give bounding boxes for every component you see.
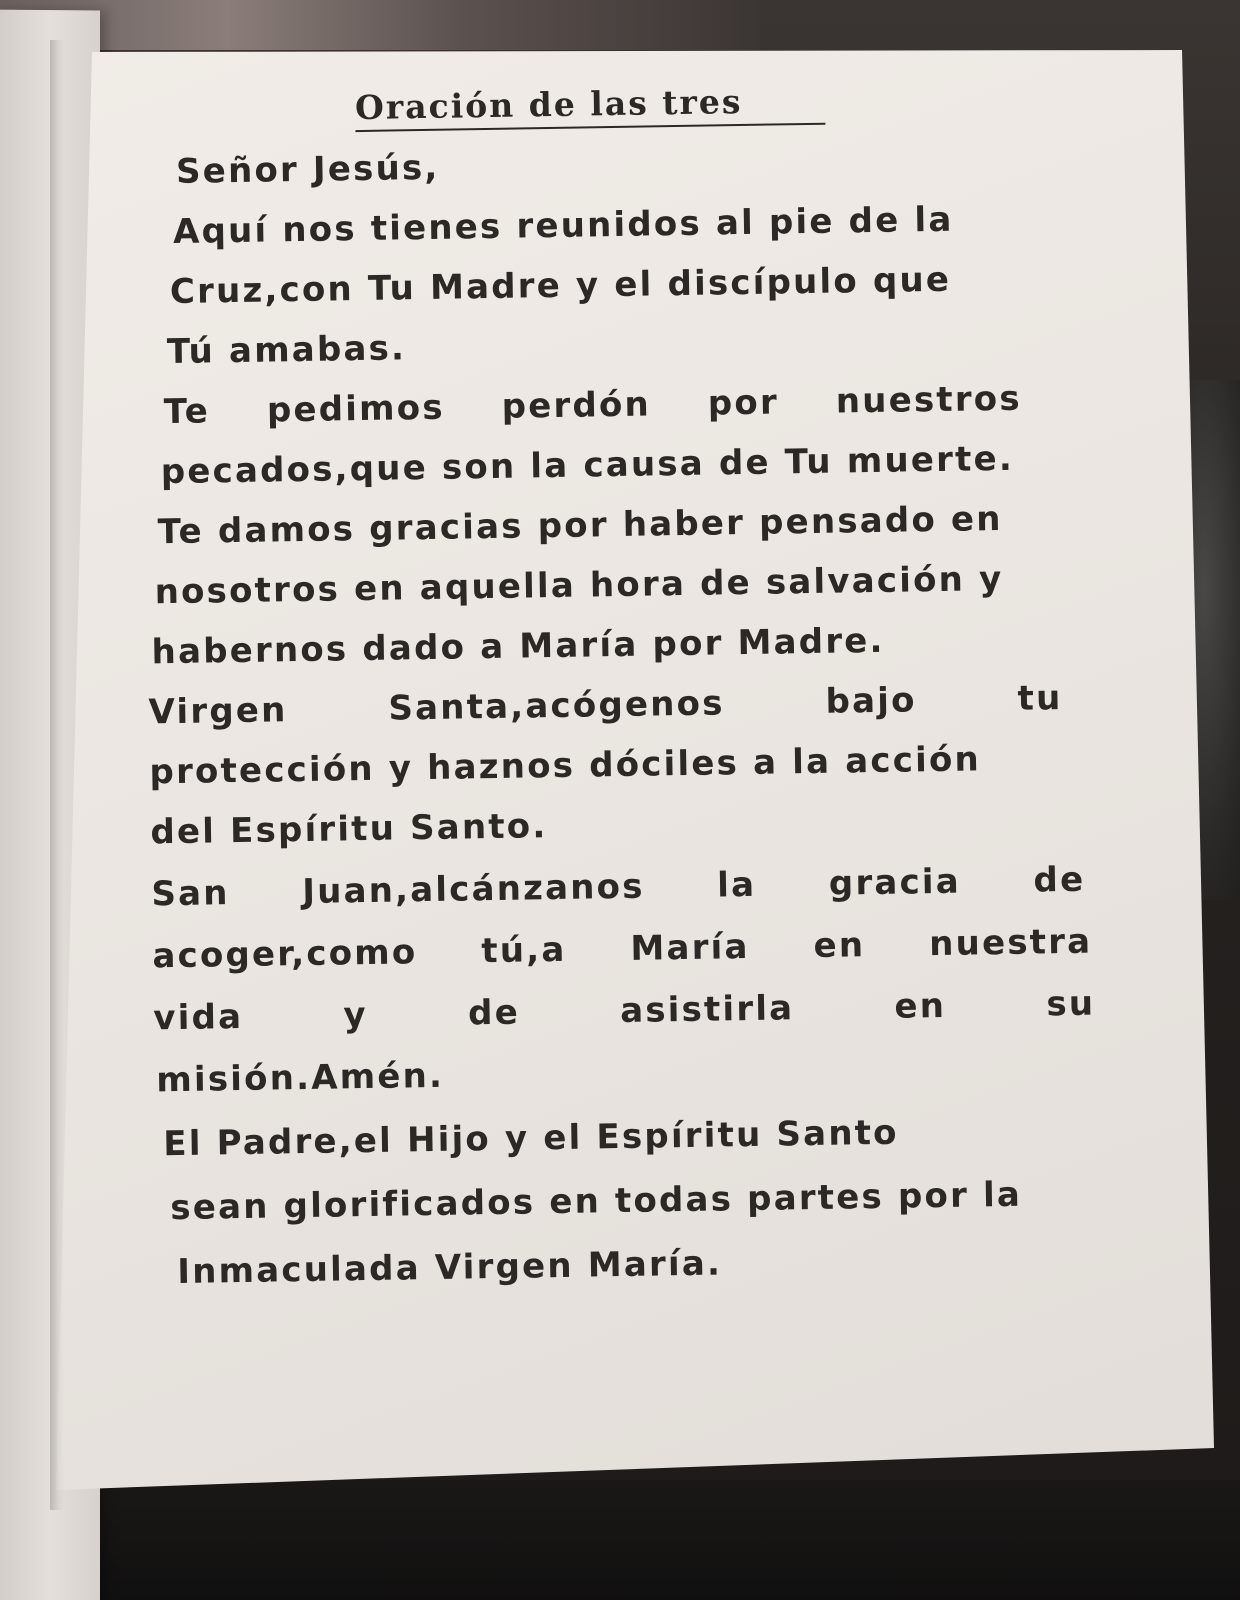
prayer-line: vida y de asistirla en su [153,983,1096,1039]
prayer-line: sean glorificados en todas partes por la [170,1174,1023,1229]
prayer-line: Tú amabas. [166,328,407,373]
prayer-line: Cruz,con Tu Madre y el discípulo que [169,259,952,313]
prayer-line: Inmaculada Virgen María. [177,1243,723,1293]
prayer-line: El Padre,el Hijo y el Espíritu Santo [163,1112,900,1165]
prayer-title: Oración de las tres [354,81,743,128]
prayer-line: Te pedimos perdón por nuestros [163,378,1023,433]
prayer-line: acoger,como tú,a María en nuestra [152,921,1093,977]
prayer-line: del Espíritu Santo. [150,806,548,853]
prayer-line: Aquí nos tienes reunidos al pie de la [172,199,954,252]
prayer-line: Virgen Santa,acógenos bajo tu [148,678,1063,733]
prayer-line: Señor Jesús, [175,147,440,192]
prayer-line: protección y haznos dóciles a la acción [149,739,982,793]
prayer-line: misión.Amén. [156,1055,445,1101]
prayer-line: Te damos gracias por haber pensado en [157,498,1003,553]
prayer-line: nosotros en aquella hora de salvación y [154,558,1004,613]
prayer-line: San Juan,alcánzanos la gracia de [151,859,1086,915]
prayer-line: pecados,que son la causa de Tu muerte. [160,438,1015,493]
prayer-line: habernos dado a María por Madre. [151,620,885,673]
